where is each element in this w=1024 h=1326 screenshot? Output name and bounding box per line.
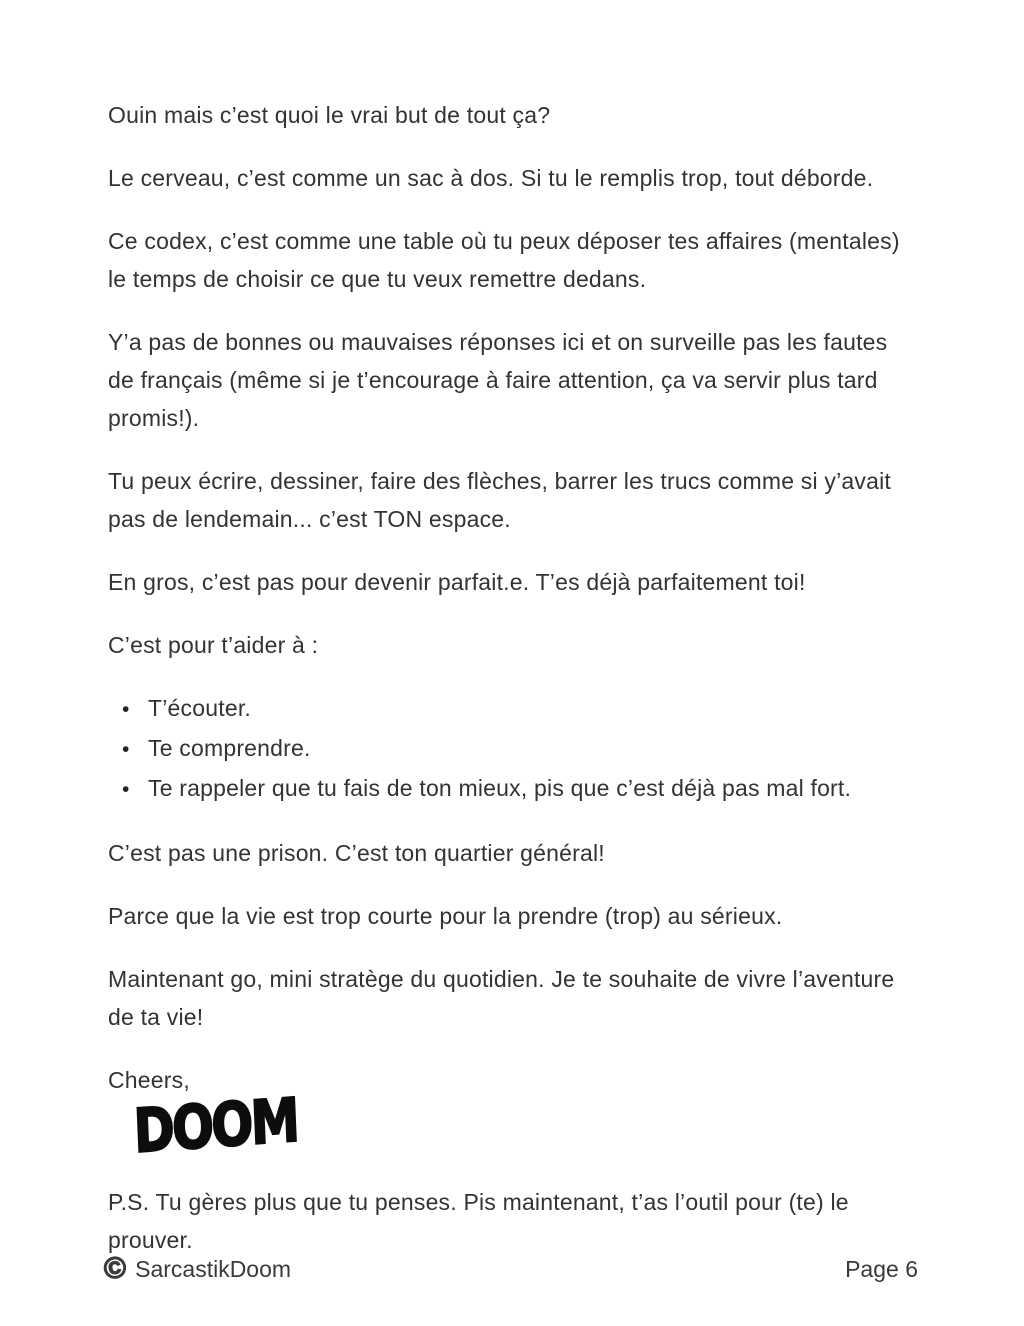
bullet-icon: • [122,738,130,761]
paragraph-no-wrong-answers: Y’a pas de bonnes ou mauvaises réponses ici et on surveille pas les fautes de français (même si je t’encourage à faire attention, ça va servir plus tard promis!). [108,329,888,431]
help-goals-list [108,689,918,809]
brand-name: SarcastikDoom [135,1255,292,1282]
paragraph-list-lead-in: C’est pour t’aider à : [108,632,319,658]
paragraph-intro-question: Ouin mais c’est quoi le vrai but de tout ça? [108,102,551,128]
page-number: Page 6 [845,1255,918,1282]
paragraph-already-perfect: En gros, c’est pas pour devenir parfait.e. T’es déjà parfaitement toi! [108,569,806,595]
bullet-icon: • [122,698,130,721]
bullet-icon: • [122,778,130,801]
doom-signature: DOOM [132,1085,299,1167]
copyright-icon: © [102,1250,128,1287]
paragraph-life-too-short: Parce que la vie est trop courte pour la prendre (trop) au sérieux. [108,903,783,929]
page-footer [102,1250,918,1287]
paragraph-brain-backpack: Le cerveau, c’est comme un sac à dos. Si tu le remplis trop, tout déborde. [108,165,874,191]
list-item-label: Te rappeler que tu fais de ton mieux, pis que c’est déjà pas mal fort. [148,775,852,801]
postscript-text: P.S. Tu gères plus que tu penses. Pis maintenant, t’as l’outil pour (te) le prouver. [108,1189,849,1253]
footer-brand [102,1250,292,1287]
paragraph-codex-table: Ce codex, c’est comme une table où tu peux déposer tes affaires (mentales) le temps de choisir ce que tu veux remettre dedans. [108,228,900,292]
list-item-label: T’écouter. [148,695,251,721]
paragraph-go-adventure: Maintenant go, mini stratège du quotidien. Je te souhaite de vivre l’aventure de ta vie! [108,966,895,1030]
paragraph-not-a-prison: C’est pas une prison. C’est ton quartier général! [108,840,605,866]
list-item [122,729,918,769]
list-item [122,769,918,809]
list-item-label: Te comprendre. [148,735,311,761]
closing-cheers: Cheers, [108,1067,190,1093]
list-item [122,689,918,729]
paragraph-your-space: Tu peux écrire, dessiner, faire des flèches, barrer les trucs comme si y’avait pas de lendemain... c’est TON espace. [108,468,891,532]
